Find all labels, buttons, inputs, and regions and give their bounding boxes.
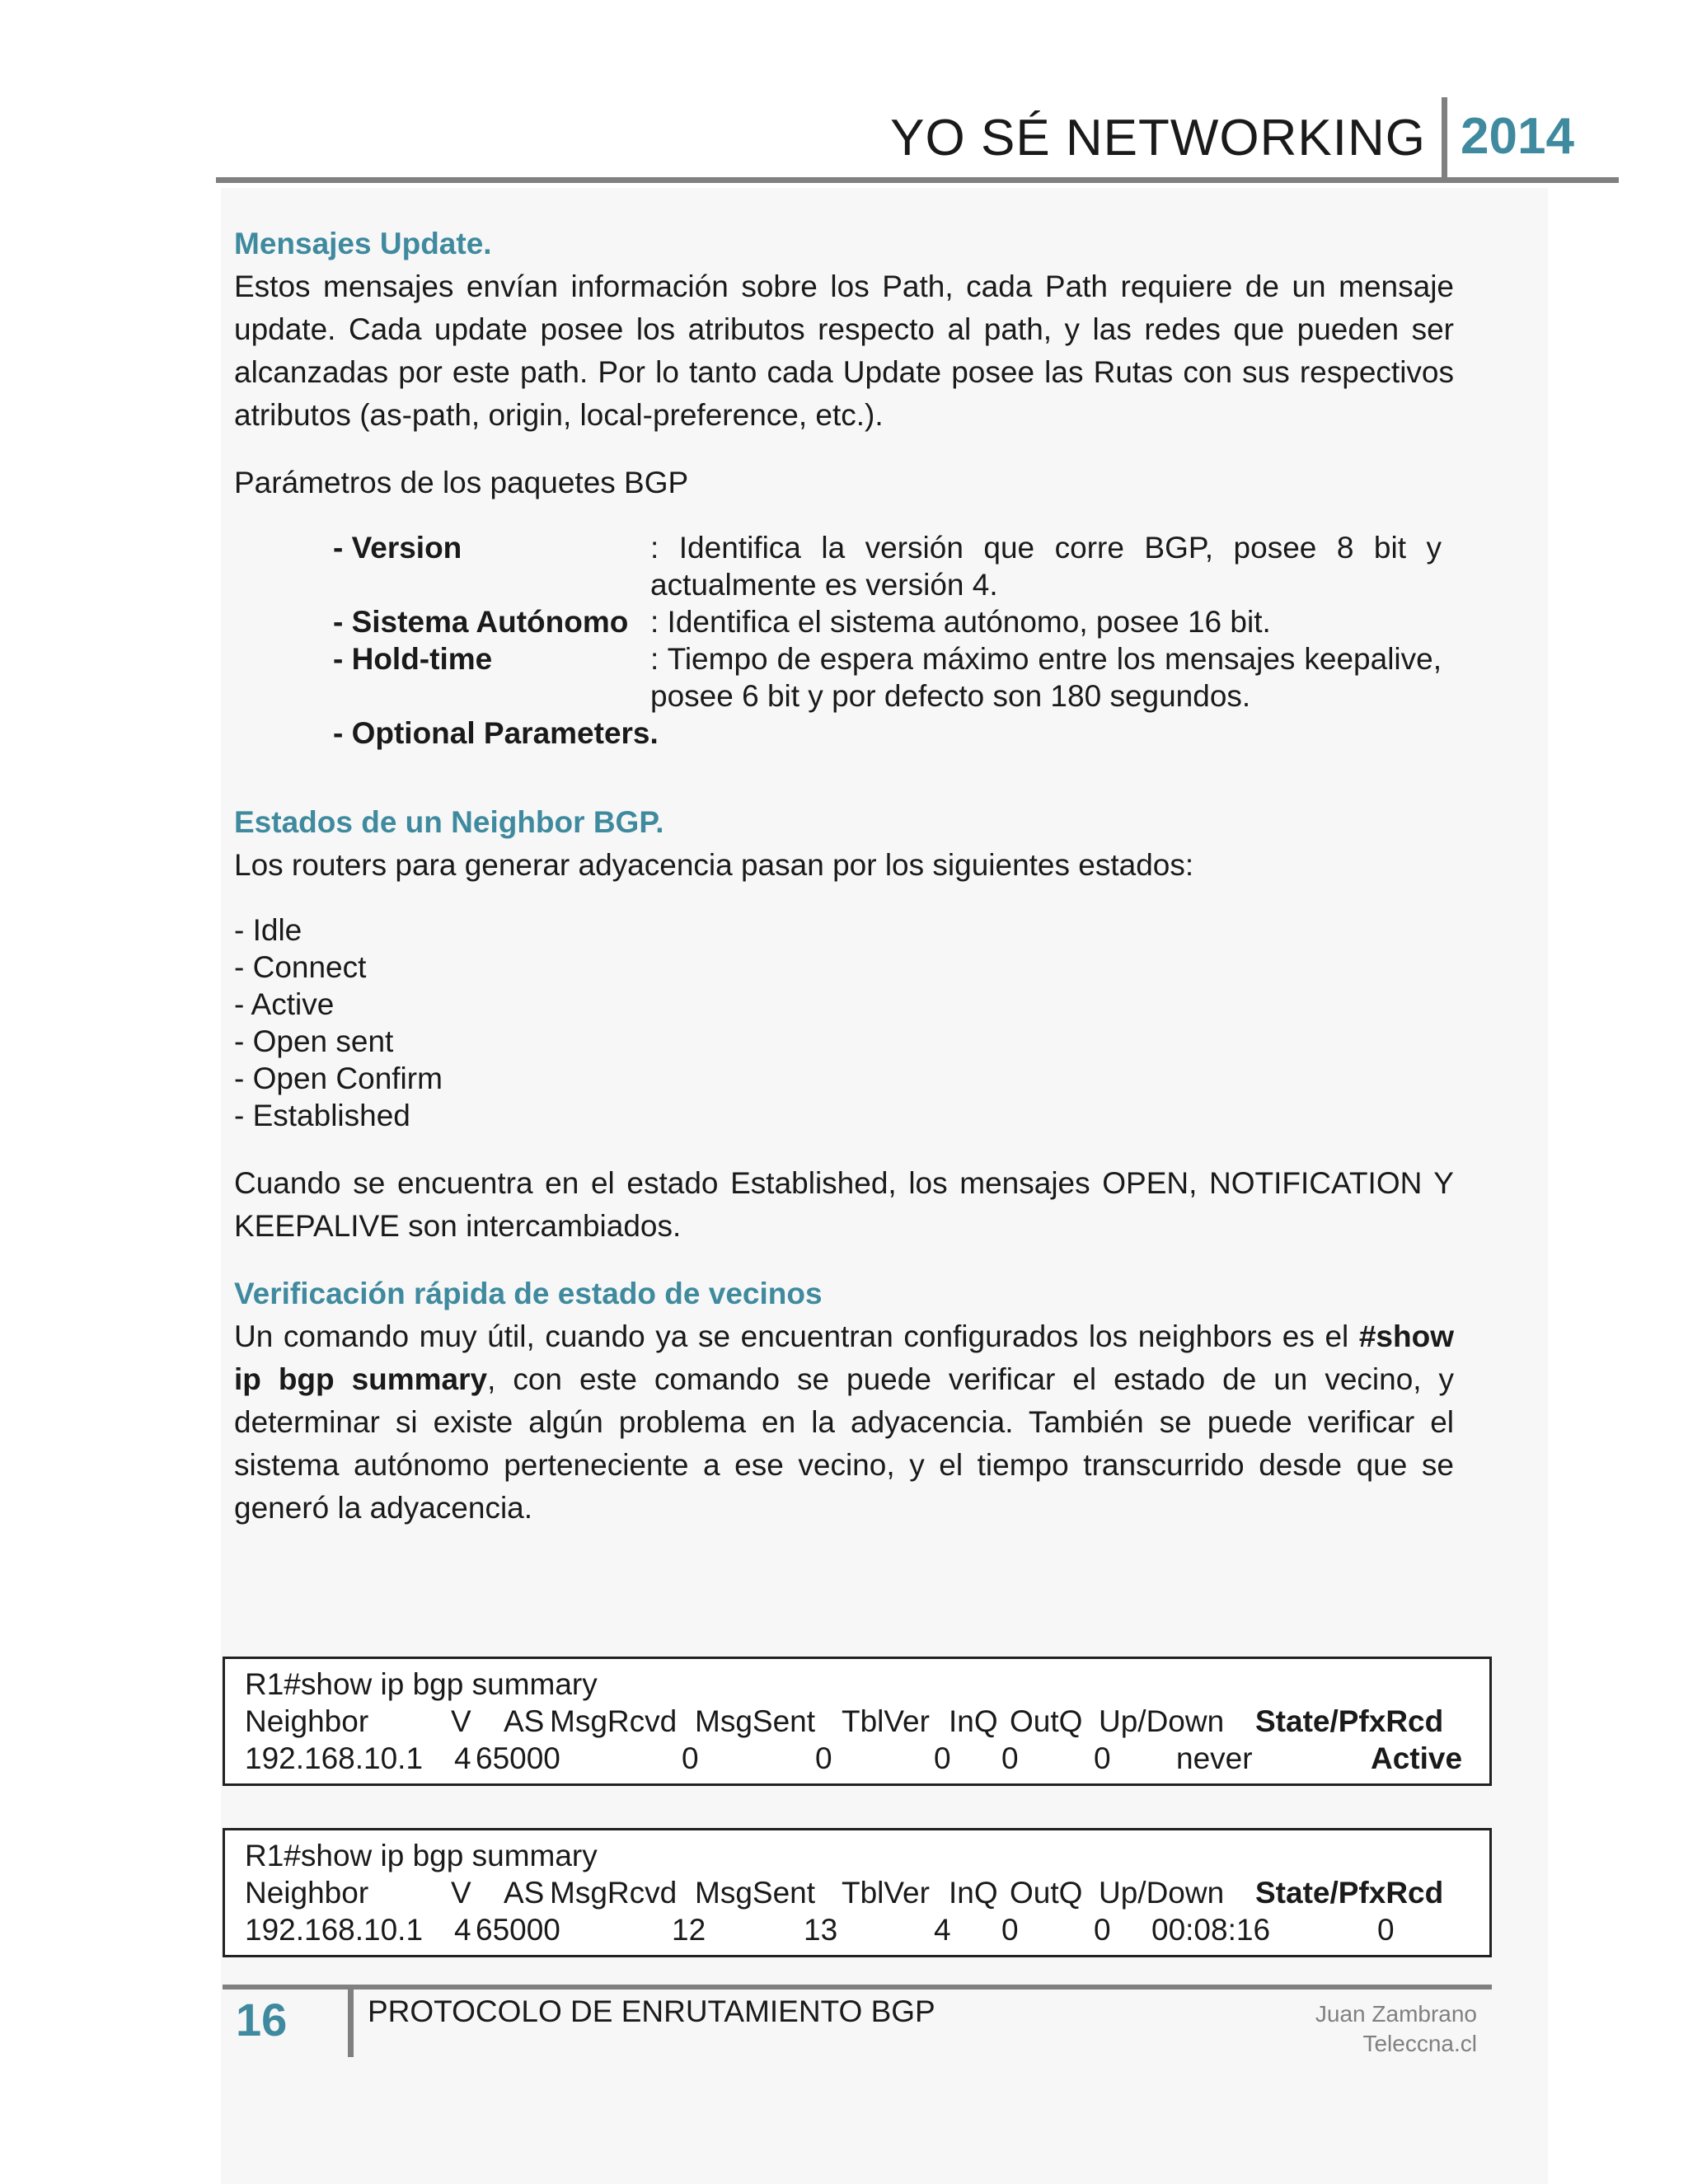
- cell: 192.168.10.1: [245, 1913, 424, 1947]
- footer-site: Teleccna.cl: [1362, 2031, 1477, 2056]
- cell: 0: [1001, 1741, 1019, 1775]
- footer-divider: [348, 1990, 354, 2057]
- cell: 0: [1094, 1741, 1111, 1775]
- params-list: [234, 529, 1454, 752]
- cell: 0: [934, 1741, 951, 1775]
- cli-command-text: R1#show ip bgp summary: [245, 1667, 598, 1701]
- list-item: - Connect: [234, 950, 367, 984]
- param-item: [333, 640, 1454, 715]
- cli-header-row: [245, 1874, 1489, 1911]
- footer-author-block: [1315, 1999, 1477, 2059]
- list-item: - Idle: [234, 913, 302, 947]
- cell: 0: [1377, 1913, 1395, 1947]
- table-row: [245, 1911, 1489, 1948]
- footer-rule: [223, 1985, 1492, 1990]
- footer-author: Juan Zambrano: [1315, 2001, 1477, 2027]
- page-content: [234, 223, 1454, 1530]
- list-item: - Open sent: [234, 1024, 394, 1058]
- section-heading-verify: Verificación rápida de estado de vecinos: [234, 1277, 823, 1310]
- col-header: AS: [504, 1704, 545, 1738]
- page-number: 16: [236, 1994, 288, 2046]
- cli-output-box: [223, 1828, 1492, 1957]
- cell: 13: [804, 1913, 838, 1947]
- param-item: [333, 715, 1454, 752]
- cli-command: [245, 1837, 1489, 1874]
- cli-header-row: [245, 1703, 1489, 1740]
- param-name: - Optional Parameters.: [333, 716, 659, 750]
- cell: never: [1176, 1741, 1253, 1775]
- col-header: InQ: [949, 1876, 998, 1910]
- header-divider: [1442, 97, 1447, 181]
- cli-command: [245, 1666, 1489, 1703]
- param-item: [333, 603, 1454, 640]
- cell: Active: [1371, 1741, 1463, 1775]
- cell: 65000: [476, 1741, 560, 1775]
- col-header: Up/Down: [1099, 1704, 1225, 1738]
- param-desc: : Identifica la versión que corre BGP, posee 8 bit y actualmente es versión 4.: [650, 531, 1442, 602]
- col-header: MsgRcvd: [550, 1704, 678, 1738]
- update-paragraph: Estos mensajes envían información sobre los Path, cada Path requiere de un mensaje update. Cada update posee los atributos respecto al path, y las redes que pueden ser alcanzadas por este path. Por lo tanto cada Update posee las Rutas con sus respectivos atributos (as-path, origin, local-preference, etc.).: [234, 269, 1454, 432]
- cell: 0: [1094, 1913, 1111, 1947]
- col-header: MsgSent: [695, 1876, 816, 1910]
- cell: 12: [672, 1913, 706, 1947]
- col-header: Neighbor: [245, 1876, 369, 1910]
- param-name: - Sistema Autónomo: [333, 605, 629, 639]
- param-desc: : Tiempo de espera máximo entre los mensajes keepalive, posee 6 bit y por defecto son 180 segundos.: [650, 642, 1442, 713]
- col-header: Up/Down: [1099, 1876, 1225, 1910]
- col-header: OutQ: [1010, 1704, 1083, 1738]
- cell: 65000: [476, 1913, 560, 1947]
- col-header: MsgRcvd: [550, 1876, 678, 1910]
- verify-paragraph: [234, 1315, 1454, 1530]
- param-name: - Hold-time: [333, 642, 493, 676]
- col-header: Neighbor: [245, 1704, 369, 1738]
- table-row: [245, 1740, 1489, 1777]
- verify-text-before: Un comando muy útil, cuando ya se encuentran configurados los neighbors es el: [234, 1319, 1359, 1353]
- cli-command-text: R1#show ip bgp summary: [245, 1839, 598, 1872]
- verify-text-after: , con este comando se puede verificar el estado de un vecino, y determinar si existe algún problema en la adyacencia. También se puede verificar el sistema autónomo perteneciente a ese vecino, y el tiempo transcurrido desde que se generó la adyacencia.: [234, 1362, 1454, 1525]
- neighbor-closing: Cuando se encuentra en el estado Established, los mensajes OPEN, NOTIFICATION Y KEEPALIVE son intercambiados.: [234, 1166, 1454, 1243]
- col-header: InQ: [949, 1704, 998, 1738]
- col-header: TblVer: [842, 1704, 930, 1738]
- col-header: OutQ: [1010, 1876, 1083, 1910]
- cell: 192.168.10.1: [245, 1741, 424, 1775]
- col-header: State/PfxRcd: [1255, 1704, 1444, 1738]
- section-heading-update: Mensajes Update.: [234, 227, 492, 260]
- param-desc: [650, 715, 1442, 752]
- cell: 4: [934, 1913, 951, 1947]
- cell: 0: [682, 1741, 699, 1775]
- states-list: [234, 912, 1454, 1134]
- params-intro: Parámetros de los paquetes BGP: [234, 466, 689, 499]
- list-item: - Open Confirm: [234, 1062, 443, 1095]
- cell: 00:08:16: [1151, 1913, 1271, 1947]
- col-header: MsgSent: [695, 1704, 816, 1738]
- param-item: [333, 529, 1454, 603]
- col-header: AS: [504, 1876, 545, 1910]
- list-item: - Active: [234, 987, 335, 1021]
- col-header: V: [451, 1876, 471, 1910]
- cell: 4: [454, 1913, 471, 1947]
- neighbor-intro: Los routers para generar adyacencia pasan por los siguientes estados:: [234, 848, 1194, 882]
- cli-output-box: [223, 1657, 1492, 1786]
- col-header: State/PfxRcd: [1255, 1876, 1444, 1910]
- cell: 0: [815, 1741, 832, 1775]
- section-heading-neighbor: Estados de un Neighbor BGP.: [234, 805, 664, 839]
- list-item: - Established: [234, 1099, 410, 1132]
- cell: 0: [1001, 1913, 1019, 1947]
- param-name: - Version: [333, 531, 462, 565]
- header-rule: [216, 177, 1619, 183]
- cell: 4: [454, 1741, 471, 1775]
- param-desc: : Identifica el sistema autónomo, posee 16 bit.: [650, 605, 1271, 639]
- col-header: V: [451, 1704, 471, 1738]
- verify-command: #show ip bgp summary: [234, 1319, 1454, 1396]
- col-header: TblVer: [842, 1876, 930, 1910]
- header-year: 2014: [1461, 108, 1574, 165]
- header-title: YO SÉ NETWORKING: [890, 110, 1426, 166]
- footer-title: PROTOCOLO DE ENRUTAMIENTO BGP: [368, 1994, 935, 2028]
